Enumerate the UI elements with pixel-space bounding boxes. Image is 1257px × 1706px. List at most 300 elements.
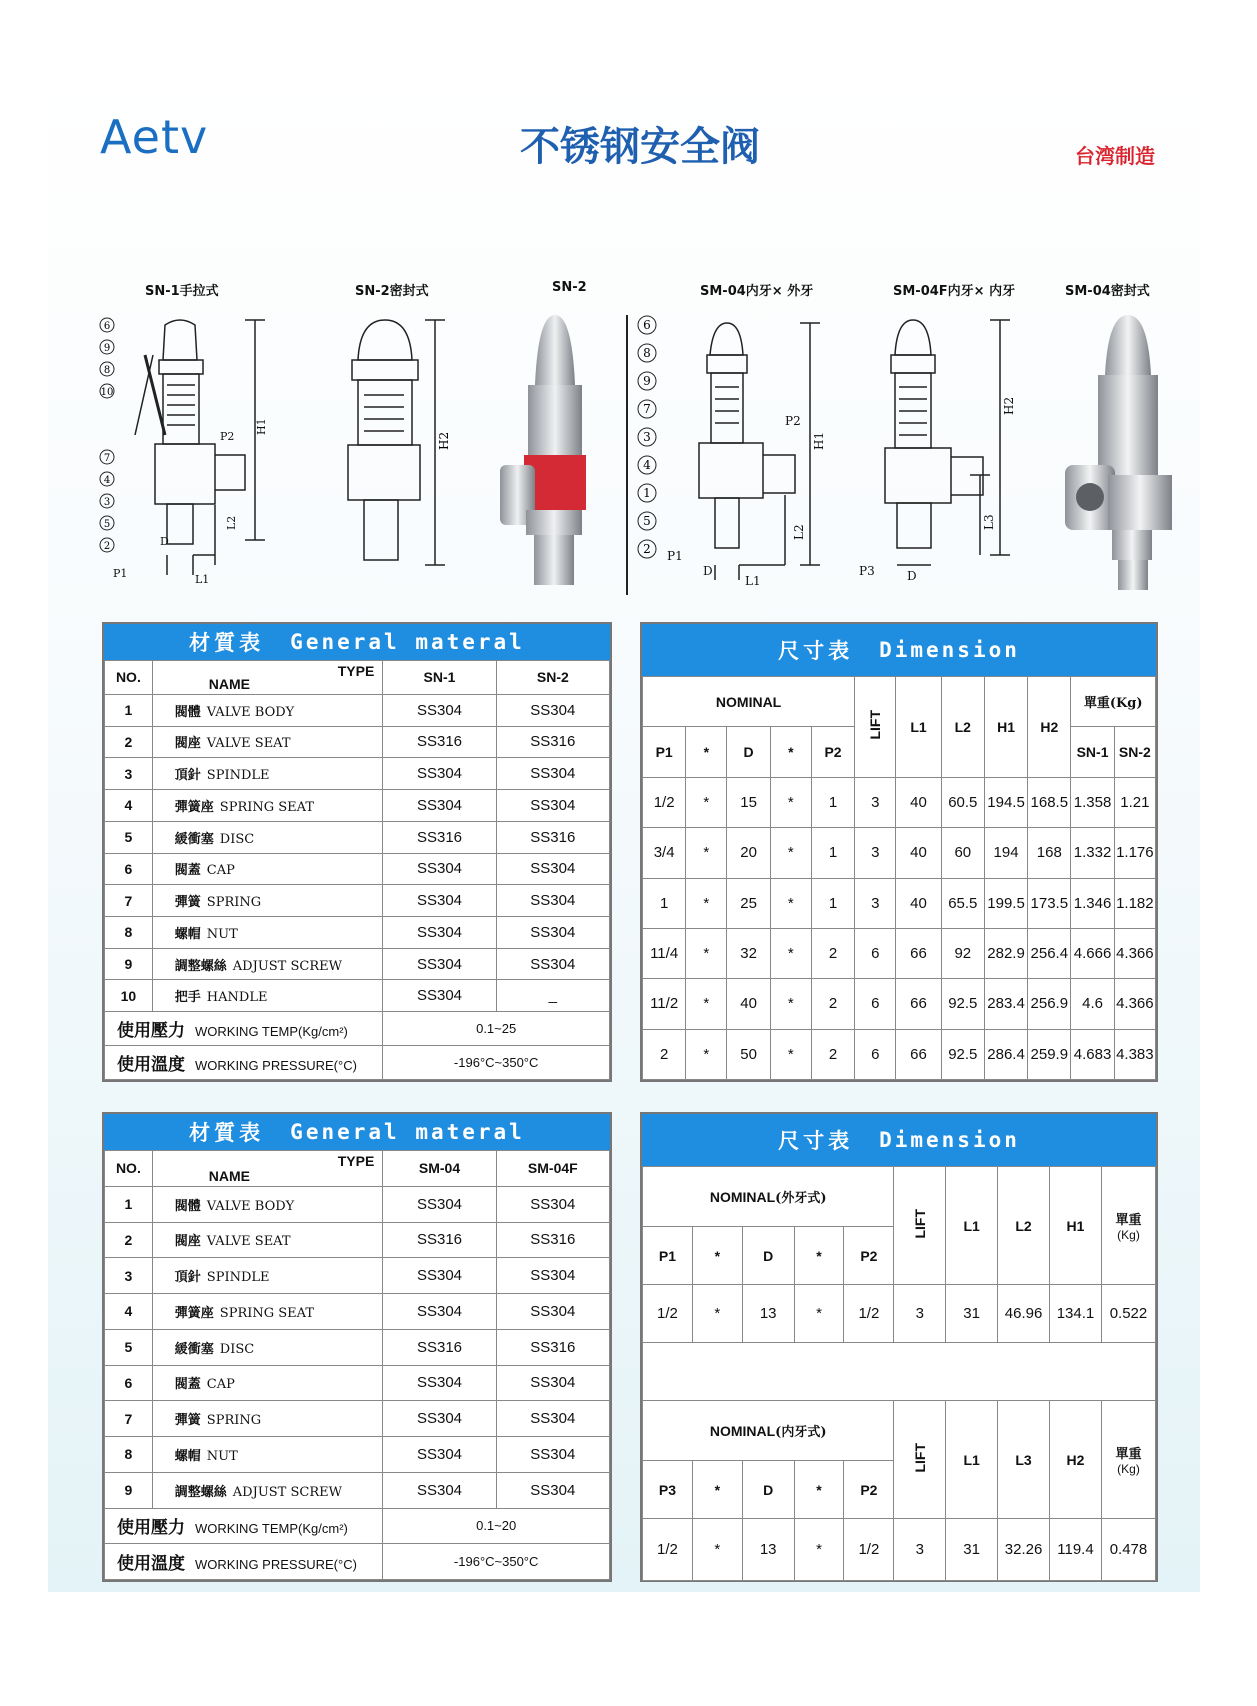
- dimension-table-sm-header: [642, 1114, 1156, 1166]
- material-name: [152, 821, 383, 853]
- material-name-en: CAP: [206, 863, 235, 879]
- dimension-cell: 6: [855, 928, 896, 978]
- dim2a-sub-d: D: [742, 1227, 794, 1285]
- page-title: 不锈钢安全阀: [520, 123, 760, 170]
- material-row: [105, 1329, 610, 1365]
- dimension-cell: 66: [896, 1029, 941, 1079]
- material-name-cn: 螺帽: [174, 926, 201, 942]
- material-footer-row: [105, 1012, 610, 1046]
- material-value: SS304: [383, 694, 496, 726]
- material-name-cn: 頂針: [174, 1270, 201, 1286]
- material-name-en: SPRING: [206, 895, 262, 911]
- col-name-2: NAME: [208, 1167, 251, 1184]
- material-row: [105, 694, 610, 726]
- dim2b-cell: *: [692, 1519, 742, 1581]
- material-value: SS304: [496, 916, 609, 948]
- material-name: [152, 726, 383, 758]
- material-value: SS304: [496, 790, 609, 822]
- dim1-sub-star2: *: [770, 727, 811, 777]
- dim1-col-l2: L2: [941, 677, 984, 778]
- dimension-table-sn-title-en: Dimension: [879, 638, 1020, 662]
- material-row: [105, 980, 610, 1012]
- dimension-cell: *: [686, 979, 727, 1029]
- dimension-cell: 1.182: [1114, 878, 1155, 928]
- material-no: 7: [105, 1401, 153, 1437]
- figure-label-sm04: SM-04内牙× 外牙: [700, 284, 814, 299]
- callout-number: 4: [103, 475, 111, 486]
- sm04-dim-p1: P1: [667, 549, 683, 563]
- dim2b-row: [643, 1519, 1156, 1581]
- sm04-valve-drawing: [635, 315, 835, 595]
- dim2b-col-l3: L3: [998, 1401, 1050, 1519]
- callout-number: 10: [100, 387, 114, 398]
- material-row: [105, 885, 610, 917]
- material-no: 6: [105, 853, 153, 885]
- sm04f-dim-h2: H2: [1002, 396, 1016, 415]
- material-footer-cn: 使用壓力: [117, 1518, 185, 1539]
- material-value: SS304: [496, 1365, 609, 1401]
- col-no: NO.: [105, 661, 153, 695]
- material-name: [152, 1294, 383, 1330]
- callout-number: 3: [643, 430, 651, 444]
- dimension-cell: 168.5: [1028, 777, 1071, 827]
- material-row: [105, 1258, 610, 1294]
- sm04-dim-p2: P2: [785, 414, 801, 428]
- material-value: SS304: [383, 1472, 496, 1508]
- material-name-cn: 閥座: [174, 736, 201, 752]
- dim2b-cell: 3: [894, 1519, 946, 1581]
- material-table-sm-title-en: General materal: [290, 1120, 525, 1144]
- material-name-en: VALVE BODY: [206, 1198, 295, 1214]
- col-type-2: TYPE: [337, 1153, 375, 1169]
- dimension-table-sm: [640, 1112, 1158, 1582]
- dimension-table-sn: [640, 622, 1158, 1082]
- dimension-cell: *: [770, 878, 811, 928]
- material-row: [105, 790, 610, 822]
- material-footer-en: WORKING PRESSURE(°C): [195, 1058, 357, 1074]
- dimension-cell: 92.5: [941, 979, 984, 1029]
- dimension-cell: 3: [855, 878, 896, 928]
- sm04-dim-h1: H1: [812, 431, 826, 450]
- dim2-spacer: [643, 1343, 1156, 1401]
- dim2b-lift: LIFT: [911, 1442, 928, 1473]
- sn2-dim-h2: H2: [437, 431, 451, 450]
- material-value: SS304: [496, 1186, 609, 1222]
- sm04-photo: [1060, 305, 1200, 595]
- dimension-cell: 194.5: [984, 777, 1027, 827]
- col-type: TYPE: [337, 663, 375, 679]
- dimension-cell: *: [770, 979, 811, 1029]
- sm04f-dim-d: D: [907, 569, 917, 583]
- callout-number: 5: [103, 519, 111, 530]
- dimension-cell: 4.683: [1071, 1029, 1114, 1079]
- dim2a-cell: *: [794, 1285, 844, 1343]
- material-table-sm-title-cn: 材質表: [189, 1120, 265, 1145]
- material-value: SS316: [383, 1222, 496, 1258]
- material-value: SS304: [383, 790, 496, 822]
- material-value: SS304: [383, 980, 496, 1012]
- dimension-cell: 1: [811, 878, 854, 928]
- material-footer-label: [105, 1012, 383, 1046]
- dim2a-row: [643, 1285, 1156, 1343]
- dim2a-col-l2: L2: [998, 1167, 1050, 1285]
- dimension-cell: 40: [896, 777, 941, 827]
- material-name-en: DISC: [219, 831, 255, 847]
- material-name: [152, 1222, 383, 1258]
- dimension-cell: 3: [855, 828, 896, 878]
- dim2a-nominal-cell: [643, 1167, 894, 1227]
- dim2a-cell: 1/2: [844, 1285, 894, 1343]
- dim2a-weight: 單重: [1115, 1213, 1142, 1228]
- dimension-row: [643, 777, 1156, 827]
- material-table-sn: [102, 622, 612, 1082]
- material-no: 7: [105, 885, 153, 917]
- dim1-sub-p2: P2: [811, 727, 854, 777]
- sn1-valve-drawing: [95, 315, 285, 595]
- material-value: SS304: [496, 948, 609, 980]
- material-no: 6: [105, 1365, 153, 1401]
- dimension-cell: 40: [896, 878, 941, 928]
- material-no: 10: [105, 980, 153, 1012]
- dimension-cell: 2: [811, 928, 854, 978]
- dimension-row: [643, 928, 1156, 978]
- material-name: [152, 948, 383, 980]
- dimension-cell: 1.21: [1114, 777, 1155, 827]
- sm04f-valve-drawing: [855, 315, 1035, 595]
- col-sn2: SN-2: [496, 661, 609, 695]
- callout-number: 6: [643, 318, 651, 332]
- dimension-cell: 1: [811, 828, 854, 878]
- material-row: [105, 853, 610, 885]
- material-name-en: DISC: [219, 1341, 255, 1357]
- material-no: 8: [105, 1437, 153, 1473]
- figure-label-sm04f: SM-04F内牙× 内牙: [893, 284, 1016, 299]
- dimension-cell: *: [686, 828, 727, 878]
- dim2b-nominal: NOMINAL: [709, 1423, 776, 1439]
- figure-label-sn2: SN-2: [552, 280, 587, 295]
- dim2a-cell: 0.522: [1101, 1285, 1155, 1343]
- material-footer-value: -196°C~350°C: [383, 1544, 610, 1580]
- material-name: [152, 758, 383, 790]
- dim1-lift: LIFT: [867, 710, 884, 740]
- col-sn1: SN-1: [383, 661, 496, 695]
- dim1-sub-d: D: [727, 727, 770, 777]
- dimension-cell: 4.366: [1114, 928, 1155, 978]
- material-name-cn: 閥蓋: [174, 863, 201, 879]
- dimension-cell: 11/4: [643, 928, 686, 978]
- material-name-cn: 閥蓋: [174, 1377, 201, 1393]
- sm04f-dim-p3: P3: [859, 564, 875, 578]
- material-name: [152, 1437, 383, 1473]
- dim1-weight: 單重(Kg): [1071, 677, 1156, 727]
- dimension-cell: 92.5: [941, 1029, 984, 1079]
- material-footer-value: -196°C~350°C: [383, 1046, 610, 1080]
- material-row: [105, 1401, 610, 1437]
- dim2b-cell: 0.478: [1101, 1519, 1155, 1581]
- material-name-cn: 調整螺絲: [174, 1484, 227, 1500]
- material-name-cn: 閥體: [174, 1198, 201, 1214]
- dimension-cell: 256.4: [1028, 928, 1071, 978]
- material-row: [105, 1186, 610, 1222]
- material-no: 8: [105, 916, 153, 948]
- material-footer-label: [105, 1508, 383, 1544]
- material-table-sn-title-cn: 材質表: [189, 630, 265, 655]
- material-table-sn-title-en: General materal: [290, 630, 525, 654]
- dim2b-nominal-cn: (内牙式): [775, 1425, 827, 1440]
- material-row: [105, 758, 610, 790]
- callout-number: 2: [643, 542, 651, 556]
- dim2a-sub-star1: *: [692, 1227, 742, 1285]
- material-value: SS304: [383, 885, 496, 917]
- material-footer-row: [105, 1544, 610, 1580]
- dim2a-cell: *: [692, 1285, 742, 1343]
- dimension-cell: 259.9: [1028, 1029, 1071, 1079]
- dim2b-weight: 單重: [1115, 1447, 1142, 1462]
- dim2a-col-h1: H1: [1050, 1167, 1102, 1285]
- dimension-cell: 6: [855, 1029, 896, 1079]
- material-value: SS304: [496, 1294, 609, 1330]
- sn1-dim-p1: P1: [113, 567, 128, 580]
- dim2b-cell: 31: [946, 1519, 998, 1581]
- material-footer-label: [105, 1544, 383, 1580]
- dim2a-sub-star2: *: [794, 1227, 844, 1285]
- material-name-cn: 閥座: [174, 1234, 201, 1250]
- dimension-cell: 20: [727, 828, 770, 878]
- material-value: SS304: [383, 1294, 496, 1330]
- dimension-table-sn-header: [642, 624, 1156, 676]
- dim2a-cell: 1/2: [643, 1285, 693, 1343]
- dim1-weight-sn2: SN-2: [1114, 727, 1155, 777]
- dim2b-sub-star1: *: [692, 1461, 742, 1519]
- col-no-2: NO.: [105, 1151, 153, 1187]
- dim2b-sub-p2: P2: [844, 1461, 894, 1519]
- dim2b-cell: 119.4: [1050, 1519, 1102, 1581]
- sm04f-dim-l3: L3: [982, 514, 996, 530]
- dim2a-nominal-cn: (外牙式): [775, 1191, 827, 1206]
- dim2-spacer-row: [643, 1343, 1156, 1401]
- material-name-en: HANDLE: [206, 990, 268, 1006]
- material-value: SS316: [496, 1222, 609, 1258]
- dimension-cell: *: [686, 777, 727, 827]
- dim2b-cell: 1/2: [643, 1519, 693, 1581]
- dimension-cell: *: [770, 828, 811, 878]
- material-name: [152, 916, 383, 948]
- material-name-cn: 緩衝塞: [174, 1341, 214, 1357]
- sn1-dim-l2: L2: [225, 515, 238, 530]
- dimension-cell: 60: [941, 828, 984, 878]
- material-value: SS304: [496, 853, 609, 885]
- dimension-cell: 66: [896, 928, 941, 978]
- material-name: [152, 1365, 383, 1401]
- dim1-nominal: NOMINAL: [643, 677, 855, 727]
- col-sm04: SM-04: [383, 1151, 496, 1187]
- dimension-cell: 40: [896, 828, 941, 878]
- material-value: SS304: [496, 1258, 609, 1294]
- material-name-en: SPINDLE: [206, 768, 270, 784]
- material-name-en: NUT: [206, 1448, 238, 1464]
- material-row: [105, 1437, 610, 1473]
- callout-number: 8: [643, 346, 651, 360]
- material-no: 4: [105, 790, 153, 822]
- brand-logo: Aetv: [100, 110, 209, 164]
- dim2b-lift-cell: [894, 1401, 946, 1519]
- dimension-cell: *: [770, 1029, 811, 1079]
- dim2a-weight-unit: (Kg): [1117, 1228, 1140, 1242]
- dim2a-sub-p1: P1: [643, 1227, 693, 1285]
- material-no: 3: [105, 758, 153, 790]
- material-name-cn: 閥體: [174, 704, 201, 720]
- material-name-en: VALVE BODY: [206, 704, 295, 720]
- material-name: [152, 790, 383, 822]
- material-footer-row: [105, 1046, 610, 1080]
- material-value: SS304: [383, 1437, 496, 1473]
- material-name: [152, 694, 383, 726]
- dimension-cell: 4.366: [1114, 979, 1155, 1029]
- dimension-cell: 2: [643, 1029, 686, 1079]
- material-name-en: NUT: [206, 926, 238, 942]
- material-footer-cn: 使用溫度: [117, 1554, 185, 1575]
- dimension-cell: 4.383: [1114, 1029, 1155, 1079]
- dim2b-cell: 32.26: [998, 1519, 1050, 1581]
- dim2b-col-h2: H2: [1050, 1401, 1102, 1519]
- callout-number: 7: [643, 402, 651, 416]
- dimension-cell: 283.4: [984, 979, 1027, 1029]
- material-name: [152, 885, 383, 917]
- dimension-cell: *: [686, 1029, 727, 1079]
- material-value: SS304: [383, 1186, 496, 1222]
- dim1-sub-star1: *: [686, 727, 727, 777]
- material-table-sm-header: [104, 1114, 610, 1150]
- sm04-dim-l1: L1: [745, 574, 761, 588]
- dimension-table-sn-title-cn: 尺寸表: [778, 638, 854, 663]
- dim1-sub-p1: P1: [643, 727, 686, 777]
- material-name-en: VALVE SEAT: [206, 736, 291, 752]
- dimension-cell: 11/2: [643, 979, 686, 1029]
- material-name-en: VALVE SEAT: [206, 1234, 291, 1250]
- col-name: NAME: [208, 675, 251, 692]
- dimension-table-sm-title-en: Dimension: [879, 1128, 1020, 1152]
- dim2b-sub-d: D: [742, 1461, 794, 1519]
- material-value: SS304: [383, 853, 496, 885]
- material-no: 5: [105, 821, 153, 853]
- material-row: [105, 1222, 610, 1258]
- dimension-cell: 1.176: [1114, 828, 1155, 878]
- dimension-cell: 1.346: [1071, 878, 1114, 928]
- material-name-cn: 彈簧: [174, 1413, 201, 1429]
- material-value: SS316: [383, 1329, 496, 1365]
- dim1-lift-cell: [855, 677, 896, 778]
- figure-label-sn2-sealed: SN-2密封式: [355, 284, 429, 299]
- dim2a-cell: 46.96: [998, 1285, 1050, 1343]
- dim2a-lift: LIFT: [911, 1208, 928, 1239]
- dim2a-cell: 3: [894, 1285, 946, 1343]
- dim2b-sub-star2: *: [794, 1461, 844, 1519]
- material-value: SS304: [383, 1258, 496, 1294]
- dimension-cell: 4.666: [1071, 928, 1114, 978]
- material-name-cn: 螺帽: [174, 1448, 201, 1464]
- figure-label-sn1: SN-1手拉式: [145, 284, 219, 299]
- dim2b-nominal-cell: [643, 1401, 894, 1461]
- dim2b-weight-cell: [1101, 1401, 1155, 1519]
- material-value: _: [496, 980, 609, 1012]
- material-value: SS304: [496, 1401, 609, 1437]
- material-no: 2: [105, 726, 153, 758]
- material-name-cn: 彈簧座: [174, 799, 214, 815]
- material-name-en: SPRING SEAT: [219, 1305, 315, 1321]
- callout-number: 4: [643, 458, 651, 472]
- dimension-cell: 194: [984, 828, 1027, 878]
- material-row: [105, 916, 610, 948]
- dimension-cell: 65.5: [941, 878, 984, 928]
- material-footer-cn: 使用溫度: [117, 1055, 185, 1076]
- material-name: [152, 1401, 383, 1437]
- dimension-cell: *: [770, 928, 811, 978]
- dim2b-weight-unit: (Kg): [1117, 1462, 1140, 1476]
- dim2b-sub-p3: P3: [643, 1461, 693, 1519]
- dimension-cell: 3/4: [643, 828, 686, 878]
- dim2a-cell: 134.1: [1050, 1285, 1102, 1343]
- dimension-cell: 3: [855, 777, 896, 827]
- sn1-dim-l1: L1: [195, 573, 210, 586]
- dimension-cell: 2: [811, 979, 854, 1029]
- material-value: SS304: [496, 885, 609, 917]
- dimension-cell: 2: [811, 1029, 854, 1079]
- dimension-cell: 60.5: [941, 777, 984, 827]
- material-footer-en: WORKING TEMP(Kg/cm²): [195, 1024, 348, 1040]
- dim1-col-h1: H1: [984, 677, 1027, 778]
- col-name-type: [152, 661, 383, 695]
- material-value: SS304: [496, 694, 609, 726]
- dim2b-cell: *: [794, 1519, 844, 1581]
- sn2-photo: [500, 305, 610, 595]
- dimension-cell: 1: [811, 777, 854, 827]
- dim2b-cell: 1/2: [844, 1519, 894, 1581]
- material-footer-en: WORKING TEMP(Kg/cm²): [195, 1521, 348, 1537]
- callout-number: 5: [643, 514, 651, 528]
- col-name-type-2: [152, 1151, 383, 1187]
- material-footer-row: [105, 1508, 610, 1544]
- material-value: SS316: [496, 821, 609, 853]
- material-name: [152, 853, 383, 885]
- callout-number: 9: [103, 343, 111, 354]
- dim1-weight-sn1: SN-1: [1071, 727, 1114, 777]
- dimension-row: [643, 979, 1156, 1029]
- material-value: SS316: [496, 726, 609, 758]
- sn1-dim-h1: H1: [255, 418, 268, 435]
- material-no: 2: [105, 1222, 153, 1258]
- dimension-cell: 92: [941, 928, 984, 978]
- dimension-table-sm-title-cn: 尺寸表: [778, 1128, 854, 1153]
- dimension-cell: 1.332: [1071, 828, 1114, 878]
- material-name-cn: 彈簧: [174, 895, 201, 911]
- material-no: 9: [105, 948, 153, 980]
- dim2a-cell: 13: [742, 1285, 794, 1343]
- sm04-dim-d: D: [703, 564, 713, 578]
- material-name: [152, 1186, 383, 1222]
- dim2a-col-l1: L1: [946, 1167, 998, 1285]
- material-footer-en: WORKING PRESSURE(°C): [195, 1557, 357, 1573]
- sn1-dim-d: D: [160, 535, 169, 548]
- dimension-cell: 32: [727, 928, 770, 978]
- material-name-en: SPRING: [206, 1413, 262, 1429]
- dimension-cell: 173.5: [1028, 878, 1071, 928]
- dimension-cell: 25: [727, 878, 770, 928]
- dim2a-weight-cell: [1101, 1167, 1155, 1285]
- material-name: [152, 980, 383, 1012]
- dimension-cell: 6: [855, 979, 896, 1029]
- dimension-row: [643, 878, 1156, 928]
- material-value: SS304: [383, 916, 496, 948]
